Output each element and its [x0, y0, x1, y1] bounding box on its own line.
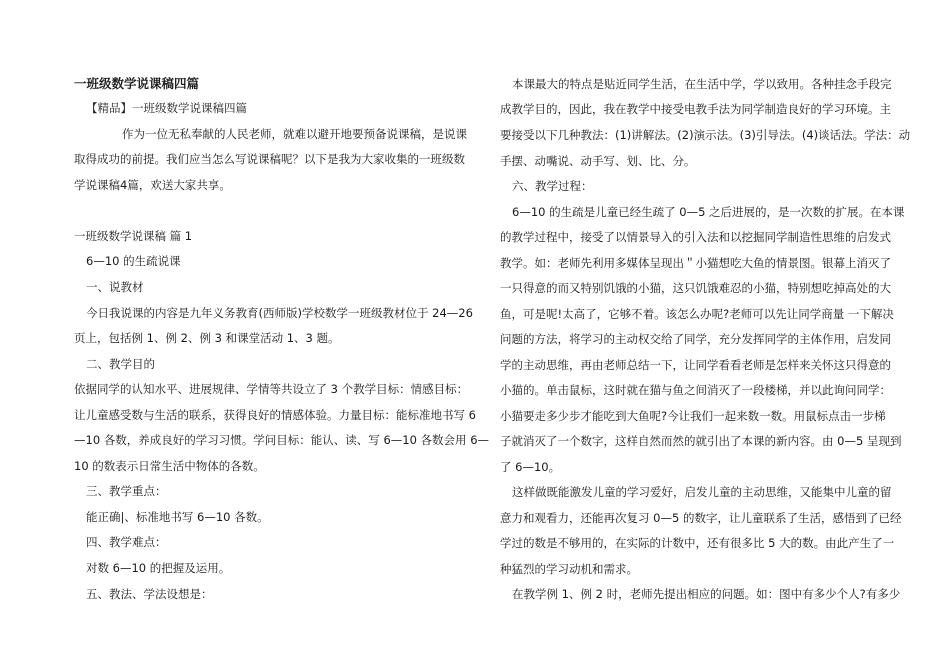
paragraph-line: 页上，包括例 1、例 2、例 3 和课堂活动 1、3 题。	[74, 331, 340, 345]
heading: 四、教学难点：	[86, 535, 167, 549]
paragraph-line: 学过的数是不够用的，在实际的计数中，还有很多比 5 大的数。由此产生了一	[500, 536, 895, 550]
subtitle-line: 【精品】一班级数学说课稿四篇	[86, 101, 247, 115]
paragraph-line: 成教学目的，因此，我在教学中接受电教手法为同学制造良好的学习环境。主	[500, 102, 891, 116]
intro-line: 作为一位无私奉献的人民老师，就难以避开地要预备说课稿，是说课	[122, 127, 467, 141]
paragraph-line: 让儿童感受数与生活的联系，获得良好的情感体验。力量目标：能标准地书写 6	[74, 408, 476, 422]
paragraph-line: 子就消灭了一个数字，这样自然而然的就引出了本课的新内容。由 0—5 呈现到	[500, 434, 902, 448]
paragraph-line: 意力和观看力，还能再次复习 0—5 的数字，让儿童联系了生活，感悟到了已经	[500, 511, 902, 525]
paragraph-line: 问题的方法，将学习的主动权交给了同学，充分发挥同学的主体作用，启发同	[500, 332, 891, 346]
paragraph-line: 一只得意的而又特别饥饿的小猫，这只饥饿难忍的小猫，特别想吃掉高处的大	[500, 281, 891, 295]
section-heading: 一班级数学说课稿 篇 1	[74, 229, 193, 243]
intro-line: 取得成功的前提。我们应当怎么写说课稿呢？以下是我为大家收集的一班级数	[74, 152, 465, 166]
paragraph-line: 10 的数表示日常生活中物体的各数。	[74, 459, 265, 473]
paragraph-line: 学的主动思维，再由老师总结一下，让同学看看老师是怎样来关怀这只得意的	[500, 358, 891, 372]
paragraph-line: 今日我说课的内容是九年义务教育(西师版)学校数学一班级教材位于 24—26	[86, 306, 473, 320]
paragraph-line: 能正确|、标准地书写 6—10 各数。	[86, 510, 269, 524]
paragraph-line: 6—10 的生疏是儿童已经生疏了 0—5 之后进展的，是一次数的扩展。在本课	[512, 205, 905, 219]
paragraph-line: 这样做既能激发儿童的学习爱好，启发儿童的主动思维，又能集中儿童的留	[512, 485, 892, 499]
heading: 六、教学过程：	[512, 179, 593, 193]
section-subtitle: 6—10 的生疏说课	[86, 254, 181, 268]
paragraph-line: 小猫的。单击鼠标，这时就在猫与鱼之间消灭了一段楼梯，并以此询问同学：	[500, 383, 891, 397]
heading: 二、教学目的	[86, 357, 155, 371]
paragraph-line: 的教学过程中，接受了以情景导入的引入法和以挖掘同学制造性思维的启发式	[500, 230, 891, 244]
paragraph-line: 教学。如：老师先利用多媒体呈现出＂小猫想吃大鱼的情景图。银幕上消灭了	[500, 256, 891, 270]
paragraph-line: 了 6—10。	[500, 460, 561, 474]
paragraph-line: 鱼，可是呢!太高了，它够不着。该怎么办呢?老师可以先让同学商量 一下解决	[500, 307, 894, 321]
paragraph-line: 手摆、动嘴说、动手写、划、比、分。	[500, 154, 696, 168]
heading: 三、教学重点：	[86, 484, 167, 498]
paragraph-line: 对数 6—10 的把握及运用。	[86, 561, 231, 575]
heading: 五、教法、学法设想是：	[86, 587, 213, 601]
heading: 一、说教材	[86, 280, 144, 294]
paragraph-line: 依据同学的认知水平、进展规律、学情等共设立了 3 个教学目标：情感目标：	[74, 382, 469, 396]
paragraph-line: 小猫要走多少步才能吃到大鱼呢?今让我们一起来数一数。用鼠标点击一步梯	[500, 409, 886, 423]
intro-line: 学说课稿4篇，欢送大家共享。	[74, 178, 231, 192]
paragraph-line: 本课最大的特点是贴近同学生活，在生活中学，学以致用。各种挂念手段完	[512, 77, 892, 91]
paragraph-line: 要接受以下几种教法：(1)讲解法。(2)演示法。(3)引导法。(4)谈话法。学法：动	[500, 128, 911, 142]
paragraph-line: 在教学例 1、例 2 时，老师先提出相应的问题。如：图中有多少个人?有多少	[512, 587, 901, 601]
document-title: 一班级数学说课稿四篇	[74, 76, 200, 91]
paragraph-line: 种猛烈的学习动机和需求。	[500, 562, 638, 576]
paragraph-line: —10 各数，养成良好的学习习惯。学问目标：能认、读、写 6—10 各数会用 6—	[74, 433, 490, 447]
